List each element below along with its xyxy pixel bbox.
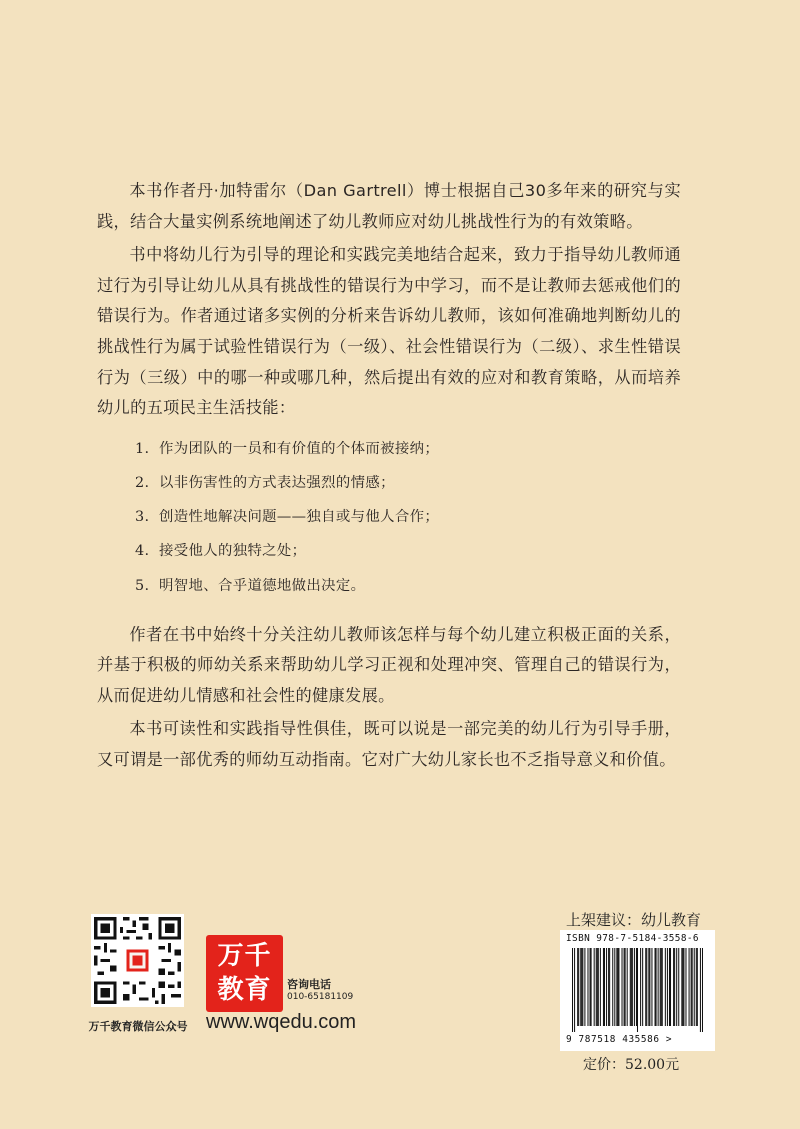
description-text [97,176,681,779]
barcode-bar [656,948,657,1026]
barcode-bar [665,948,666,1026]
barcode-bar [609,948,610,1026]
barcode-bar [696,948,697,1026]
barcode-bar [606,948,607,1026]
logo-text-bottom: 教育 [217,975,272,1005]
barcode-bar [578,948,579,1026]
barcode-bar [572,948,573,1032]
barcode-bar [591,948,592,1026]
barcode-bar [622,948,623,1026]
barcode-bar [618,948,619,1026]
barcode-bar [608,948,609,1026]
hotline-label: 咨询电话 [287,978,331,991]
barcode-bar [669,948,670,1026]
logo-text-top: 万千 [217,941,272,971]
shelf-suggestion: 上架建议：幼儿教育 [566,911,702,929]
barcode-bar [636,948,637,1026]
isbn-label: ISBN 978-7-5184-3558-6 [566,933,699,944]
barcode-bar [598,948,599,1026]
intro-paragraph: 本书作者丹·加特雷尔（Dan Gartrell）博士根据自己30多年来的研究与实践，结合大量实例系统地阐述了幼儿教师应对幼儿挑战性行为的有效策略。 [97,181,681,231]
barcode-bar [648,948,649,1026]
barcode-bar [667,948,668,1026]
barcode-bar [685,948,686,1026]
barcode-icon [572,948,703,1032]
barcode-bar [651,948,652,1026]
list-text: 创造性地解决问题——独自或与他人合作； [159,509,440,526]
list-text: 接受他人的独特之处； [159,543,307,560]
barcode-bar [632,948,633,1026]
wechat-qr-code [91,914,184,1007]
list-number: 2. [135,474,150,491]
barcode-bar [584,948,585,1026]
barcode-bar [612,948,613,1026]
barcode-bar [603,948,604,1026]
barcode-bar [658,948,659,1026]
barcode-bar [577,948,578,1026]
barcode-bar [691,948,692,1026]
barcode-bar [594,948,595,1026]
list-number: 3. [135,509,150,526]
barcode-bar [697,948,698,1026]
list-item [97,432,681,466]
barcode-bar [631,948,632,1026]
barcode-bar [616,948,617,1026]
barcode-bar [660,948,661,1026]
barcode-bar [574,948,575,1032]
relationship-paragraph: 作者在书中始终十分关注幼儿教师该怎样与每个幼儿建立积极正面的关系，并基于积极的师幼关系来帮助幼儿学习正视和处理冲突、管理自己的错误行为，从而促进幼儿情感和社会性的健康发展。 [97,624,681,705]
barcode-bar [676,948,677,1026]
barcode-bar [614,948,615,1026]
qr-caption: 万千教育微信公众号 [88,1020,188,1033]
barcode-bar [661,948,662,1026]
list-number: 1. [135,440,150,457]
barcode-bar [640,948,641,1026]
barcode-bar [681,948,682,1026]
barcode-bar [627,948,628,1026]
isbn-barcode-box [560,930,715,1051]
barcode-bar [646,948,647,1026]
method-paragraph: 书中将幼儿行为引导的理论和实践完美地结合起来，致力于指导幼儿教师通过行为引导让幼儿从具有挑战性的错误行为中学习，而不是让教师去惩戒他们的错误行为。作者通过诸多实例的分析来告诉幼儿教师，该如何准确地判断幼儿的挑战性行为属于试验性错误行为（一级）、社会性错误行为（二级）、求生性错误行为（三级）中的哪一种或哪几种，然后提出有效的应对和教育策略，从而培养幼儿的五项民主生活技能： [97,245,681,418]
list-item [97,500,681,534]
barcode-bar [649,948,650,1026]
barcode-bar [617,948,618,1026]
barcode-bar [689,948,690,1026]
barcode-bar [634,948,635,1026]
barcode-bar [642,948,643,1026]
list-text: 作为团队的一员和有价值的个体而被接纳； [159,440,440,457]
barcode-bar [624,948,625,1026]
list-item [97,466,681,500]
barcode-bar [670,948,671,1026]
barcode-bar [682,948,683,1026]
list-text: 以非伤害性的方式表达强烈的情感； [159,474,395,491]
barcode-digits: 9 787518 435586 > [566,1034,673,1045]
list-item [97,569,681,603]
hotline-number: 010-65181109 [287,992,354,1002]
barcode-bar [582,948,583,1026]
barcode-bar [700,948,701,1032]
qr-code-icon [91,914,184,1007]
barcode-bar [655,948,656,1026]
list-number: 5. [135,577,150,594]
barcode-bar [600,948,601,1026]
barcode-bar [702,948,703,1032]
democratic-skills-list [97,432,681,603]
barcode-bar [662,948,663,1026]
barcode-bar [692,948,693,1026]
list-item [97,534,681,568]
barcode-bar [678,948,679,1026]
barcode-bar [645,948,646,1026]
barcode-bar [674,948,675,1026]
barcode-bar [625,948,626,1026]
price: 定价：52.00元 [583,1057,680,1073]
publisher-logo [206,935,283,1012]
barcode-bar [581,948,582,1026]
list-text: 明智地、合乎道德地做出决定。 [159,577,366,594]
barcode-bar [630,948,631,1026]
barcode-bar [694,948,695,1026]
summary-paragraph: 本书可读性和实践指导性俱佳，既可以说是一部完美的幼儿行为引导手册，又可谓是一部优秀的师幼互动指南。它对广大幼儿家长也不乏指导意义和价值。 [97,719,681,770]
barcode-bar [683,948,684,1026]
publisher-website: www.wqedu.com [206,1011,357,1033]
barcode-bar [580,948,581,1026]
barcode-bar [673,948,674,1026]
barcode-bar [590,948,591,1026]
barcode-bar [637,948,638,1032]
barcode-bar [587,948,588,1026]
barcode-bar [596,948,597,1026]
list-number: 4. [135,543,150,560]
barcode-bar [604,948,605,1026]
barcode-bar [597,948,598,1026]
